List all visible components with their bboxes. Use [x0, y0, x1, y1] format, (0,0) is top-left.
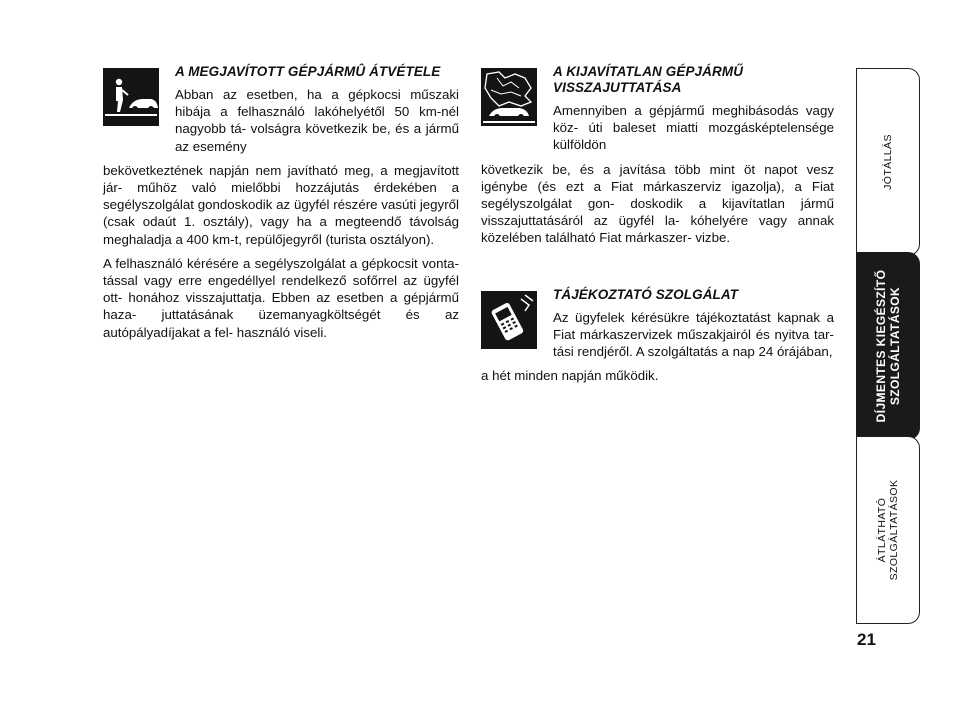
tab-label-line1: DÍJMENTES KIEGÉSZÍTŐ: [874, 269, 888, 423]
tab-label-line2: SZOLGÁLTATÁSOK: [888, 286, 902, 406]
section-body-text: bekövetkeztének napján nem javítható meg, a megjavított jár- műhöz való mielőbbi hozzájutás érdekében a segélyszolgálat gondoskodik az ügyfél részére vasúti jegyről (csak odaút 1. osztály), vagy ha a megteendő távolság meghaladja a 400 km-t, repülőjegyről (turista osztályon).: [103, 162, 459, 247]
left-column: [103, 64, 459, 348]
page-number: 21: [857, 630, 876, 649]
tab-transparent-services[interactable]: [856, 436, 920, 624]
right-column: [481, 64, 834, 391]
section-unrepaired-vehicle-return: [481, 64, 834, 247]
tab-label: [874, 270, 902, 423]
section-body-text: a hét minden napján működik.: [481, 368, 659, 384]
tab-label: [876, 480, 900, 581]
section-body-text: következik be, és a javítása több mint öt napot vesz igénybe (és ezt a Fiat márkaszerviz igazolja), a Fiat segélyszolgálat gon- doskodik a kijavítatlan jármű visszajuttatásáról az ügyfél la- kóhelyére vagy annak közelében található Fiat márkaszer- vizbe.: [481, 161, 834, 246]
section-repaired-vehicle-pickup: [103, 64, 459, 341]
section-paragraph-2: A felhasználó kérésére a segélyszolgálat a gépkocsit vonta- tással vagy erre engedéllyel rendelkező sofőrrel az ügyfél ott- honához visszajuttatja. Ebben az esetben a gépjármű haza- juttatásának üzemanyagköltségét és az autópályadíjakat a fel- használó viseli.: [103, 255, 459, 340]
section-lead-text: Az ügyfelek kérésükre tájékoztatást kapnak a Fiat márkaszervizek műszakjairól és nyitva tar- tási rendjéről. A szolgáltatás a nap 24 órájában,: [553, 309, 834, 360]
tab-warranty[interactable]: [856, 68, 920, 256]
section-lead-text: Abban az esetben, ha a gépkocsi műszaki hibája a felhasználó lakóhelyétől 50 km-nél nagyobb tá- volságra következik be, és a jármű az esemény: [175, 87, 459, 154]
car-pickup-icon: [103, 68, 159, 126]
tab-label-line2: SZOLGÁLTATÁSOK: [888, 479, 900, 581]
car-return-map-icon: [481, 68, 537, 126]
tab-label-line1: ÁTLÁTHATÓ: [876, 497, 888, 563]
tab-label-text: JÓTÁLLÁS: [882, 134, 894, 190]
tab-free-additional-services[interactable]: [856, 252, 920, 440]
section-lead-text: Amennyiben a gépjármű meghibásodás vagy köz- úti baleset miatti mozgásképtelensége külföldön: [553, 103, 834, 153]
tab-label: [882, 134, 894, 190]
section-title: A KIJAVÍTATLAN GÉPJÁRMŰ VISSZAJUTTATÁSA: [553, 64, 744, 95]
section-title: A MEGJAVÍTOTT GÉPJÁRMÛ ÁTVÉTELE: [175, 64, 441, 79]
section-information-service: [481, 287, 834, 385]
mobile-phone-icon: [481, 291, 537, 349]
section-title: TÁJÉKOZTATÓ SZOLGÁLAT: [553, 286, 739, 302]
